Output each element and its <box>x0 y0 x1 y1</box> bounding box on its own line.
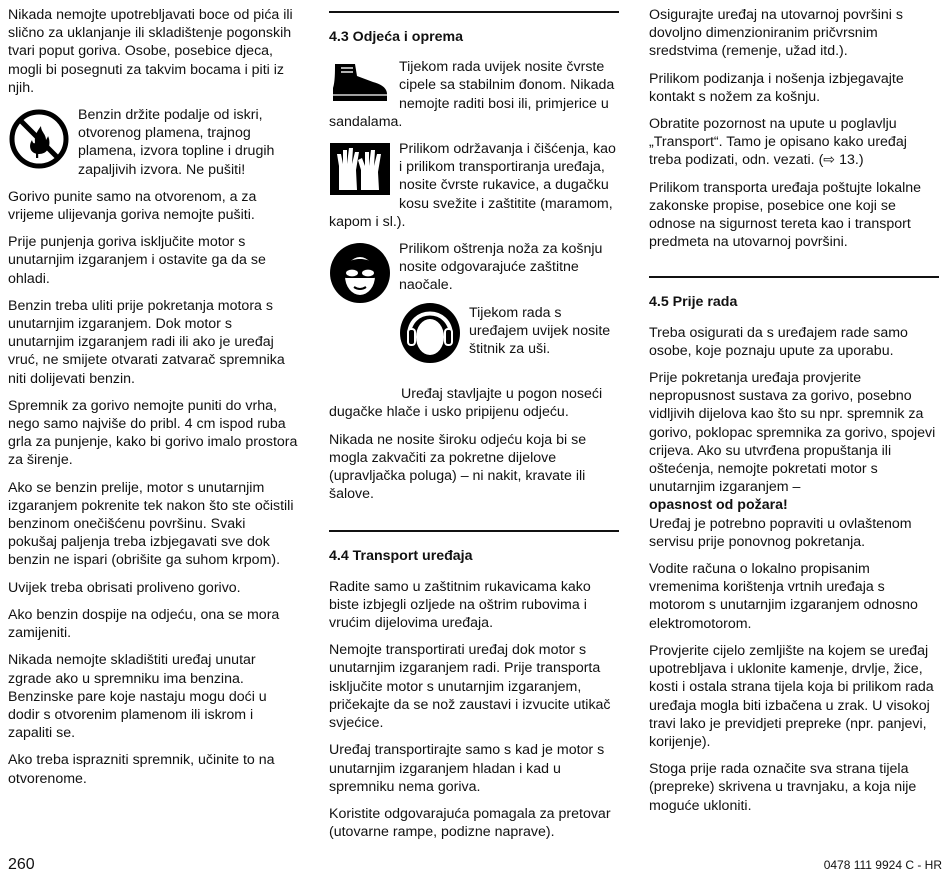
gloves-block <box>329 140 619 231</box>
paragraph: Tijekom rada uvijek nosite čvrste cipele sa stabilnim đonom. Nikada nemojte raditi bosi ili, primjerice u sandalama. <box>329 59 615 130</box>
paragraph: Obratite pozornost na upute u poglavlju „Transport“. Tamo je opisano kako uređaj treba podizati, odn. vezati. (⇨ 13.) <box>649 116 907 169</box>
paragraph: Nikada ne nosite široku odjeću koja bi se mogla zakvačiti za pokretne dijelove (upravljačka poluga) – ni nakit, kravate ili šalove. <box>329 431 587 503</box>
paragraph-text: Uređaj je potrebno popraviti u ovlaštenom servisu prije ponovnog pokretanja. <box>649 515 912 550</box>
section-title-4-4: 4.4 Transport uređaja <box>329 548 473 565</box>
paragraph <box>649 369 939 551</box>
no-fire-warning <box>8 106 298 188</box>
section-title-4-5: 4.5 Prije rada <box>649 294 738 311</box>
paragraph: Prilikom podizanja i nošenja izbjegavajte kontakt s nožem za košnju. <box>649 70 904 105</box>
document-code: 0478 111 9924 C - HR <box>823 858 942 872</box>
section-divider <box>329 11 619 13</box>
paragraph: Nikada nemojte skladištiti uređaj unutar zgrade ako u spremniku ima benzina. Benzinske pare koje nastaju mogu doći u dodir s otvorenim plamenom ili iskrom i zapaliti se. <box>8 652 267 742</box>
paragraph: Uređaj transportirajte samo s kad je motor s unutarnjim izgaranjem hladan i kad u spremniku nema goriva. <box>329 742 605 795</box>
paragraph: Prilikom održavanja i čišćenja, kao i prilikom transportiranja uređaja, nosite čvrste rukavice, a dugačku kosu svežite i zaštitite (maramom, kapom i sl.). <box>329 141 616 230</box>
no-fire-icon <box>8 108 70 170</box>
paragraph: Prije punjenja goriva isključite motor s unutarnjim izgaranjem i ostavite ga da se ohladi. <box>8 234 266 287</box>
paragraph: Provjerite cijelo zemljište na kojem se uređaj upotrebljava i uklonite kamenje, drvlje, žice, kosti i ostala strana tijela koja bi prilikom rada uređaja mogla biti izbačena u zrak. U visokoj travi lako je previdjeti prepreke (npr. panjevi, korijenje). <box>649 642 934 750</box>
fire-hazard-warning: opasnost od požara! <box>649 497 788 514</box>
ear-protection-icon <box>399 302 461 364</box>
paragraph: Tijekom rada s uređajem uvijek nosite štitnik za uši. <box>469 304 611 358</box>
boots-block <box>329 58 619 131</box>
gloves-icon <box>329 142 391 196</box>
paragraph-text: Prije pokretanja uređaja provjerite nepropusnost sustava za gorivo, posebno vidljivih dijelova kao što su npr. spremnik za gorivo, poklopac spremnika za gorivo, spojevi crijeva. Ako su utvrđena propuštanja ili oštećenja, nemojte pokretati motor s unutarnjim izgaranjem – <box>649 370 936 496</box>
paragraph: Koristite odgovarajuća pomagala za pretovar (utovarne rampe, podizne naprave). <box>329 805 611 841</box>
section-divider <box>649 276 939 278</box>
paragraph: Osigurajte uređaj na utovarnoj površini s dovoljno dimenzioniranim pričvrsnim sredstvima (remenje, užad itd.). <box>649 7 903 60</box>
paragraph: Uvijek treba obrisati proliveno gorivo. <box>8 579 241 596</box>
paragraph: Vodite računa o lokalno propisanim vremenima korištenja vrtnih uređaja s motorom s unutarnjim izgaranjem odnosno elektromotorom. <box>649 561 918 632</box>
paragraph: Benzin držite podalje od iskri, otvorenog plamena, trajnog plamena, izvora topline i drugih zapaljivih izvora. Ne pušiti! <box>78 107 275 178</box>
paragraph: Treba osigurati da s uređajem rade samo osobe, koje poznaju upute za uporabu. <box>649 324 908 359</box>
paragraph: Uređaj stavljajte u pogon noseći dugačke hlače i usko pripijenu odjeću. <box>329 386 603 421</box>
goggles-block <box>329 240 619 295</box>
goggles-icon <box>329 242 391 304</box>
paragraph: Benzin treba uliti prije pokretanja motora s unutarnjim izgaranjem. Dok motor s unutarnjim izgaranjem radi ili ako je uređaj vruć, ne smijete otvarati zatvarač spremnika niti dolijevati benzin. <box>8 297 285 387</box>
paragraph: Spremnik za gorivo nemojte puniti do vrha, nego samo najviše do pribl. 4 cm ispod ruba grla za punjenje, kako bi gorivo imalo prostora za širenje. <box>8 397 298 469</box>
ear-protection-block <box>329 304 619 431</box>
paragraph: Ako se benzin prelije, motor s unutarnjim izgaranjem pokrenite tek nakon što ste očistili benzinom onečišćenu površinu. Svaki pokušaj paljenja treba izbjegavati sve dok benzin ne ispari (obrišite ga suhom krpom). <box>8 479 294 569</box>
column-left <box>8 6 298 797</box>
paragraph: Prilikom oštrenja noža za košnju nosite odgovarajuće zaštitne naočale. <box>399 241 603 294</box>
boot-icon <box>329 62 391 102</box>
paragraph: Ako treba isprazniti spremnik, učinite to na otvorenome. <box>8 752 275 787</box>
paragraph: Nemojte transportirati uređaj dok motor s unutarnjim izgaranjem radi. Prije transporta isključite motor s unutarnjim izgaranjem, pričekajte da se nož zaustavi i izvucite utikač svjećice. <box>329 642 611 732</box>
paragraph: Prilikom transporta uređaja poštujte lokalne zakonske propise, posebice one koji se odnose na sigurnost tereta kao i transport predmeta na utovarnoj površini. <box>649 179 922 251</box>
paragraph: Stoga prije rada označite sva strana tijela (prepreke) skrivena u travnjaku, a koja nije moguće ukloniti. <box>649 761 917 814</box>
column-middle <box>329 0 619 850</box>
column-right <box>649 6 939 824</box>
section-title-4-3: 4.3 Odjeća i oprema <box>329 29 464 45</box>
paragraph: Ako benzin dospije na odjeću, ona se mora zamijeniti. <box>8 606 280 642</box>
paragraph: Radite samo u zaštitnim rukavicama kako biste izbjegli ozljede na oštrim rubovima i vrućim dijelovima uređaja. <box>329 578 591 632</box>
page-number: 260 <box>8 856 35 873</box>
section-divider <box>329 530 619 532</box>
paragraph: Nikada nemojte upotrebljavati boce od pića ili slično za uklanjanje ili skladištenje pogonskih tvari poput goriva. Osobe, posebice djeca, mogli bi posegnuti za takvim bocama i piti iz njih. <box>8 7 293 96</box>
paragraph: Gorivo punite samo na otvorenom, a za vrijeme ulijevanja goriva nemojte pušiti. <box>8 188 257 224</box>
